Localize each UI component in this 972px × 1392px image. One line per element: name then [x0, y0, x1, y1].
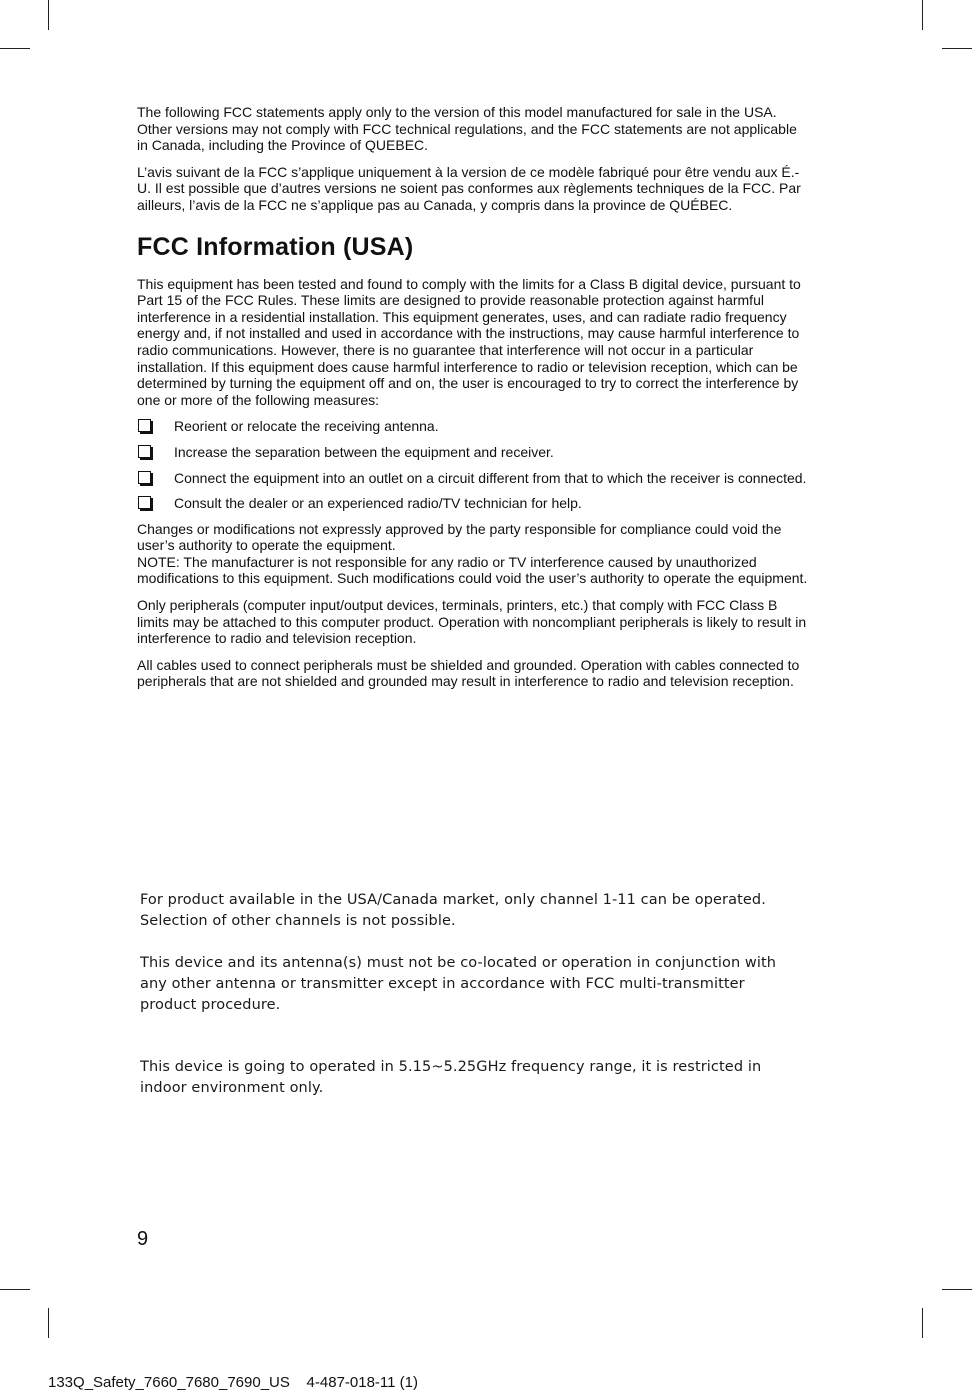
crop-mark-top-left-horizontal	[0, 48, 30, 49]
section-body: This equipment has been tested and found to comply with the limits for a Class B digital device, pursuant to Part 15 of the FCC Rules. These limits are designed to provide reasonable protection against harmful interference in a residential installation. This equipment generates, uses, and can radiate radio frequency energy and, if not installed and used in accordance with the instructions, may cause harmful interference to radio communications. However, there is no guarantee that interference will not occur in a particular installation. If this equipment does cause harmful interference to radio or television reception, which can be determined by turning the equipment off and on, the user is encouraged to try to correct the interference by one or more of the following measures:	[137, 275, 801, 408]
crop-mark-bottom-right-vertical	[922, 1308, 923, 1338]
list-item	[137, 418, 809, 435]
frequency-notice: This device is going to operated in 5.15~5.25GHz frequency range, it is restricted in indoor environment only.	[140, 1059, 762, 1096]
checkbox-bullet-icon	[138, 496, 151, 509]
intro-english: The following FCC statements apply only to the version of this model manufactured for sale in the USA. Other versions may not comply with FCC technical regulations, and the FCC statements are not applicable in Canada, including the Province of QUEBEC.	[137, 104, 797, 154]
checkbox-bullet-icon	[138, 419, 151, 432]
list-item	[137, 495, 809, 512]
cables-statement: All cables used to connect peripherals must be shielded and grounded. Operation with cables connected to peripherals that are not shielded and grounded may result in interference to radio and television reception.	[137, 656, 800, 690]
intro-french: L’avis suivant de la FCC s’applique uniquement à la version de ce modèle fabriqué pour être vendu aux É.-U. Il est possible que d’autres versions ne soient pas conformes aux règlements techniques de la FCC. Par ailleurs, l’avis de la FCC ne s’applique pas au Canada, y compris dans la province de QUÉBEC.	[137, 163, 801, 213]
checkbox-bullet-icon	[138, 445, 151, 458]
measure-text: Increase the separation between the equipment and receiver.	[174, 443, 554, 460]
crop-mark-bottom-left-horizontal	[0, 1289, 30, 1290]
footer-document-id: 133Q_Safety_7660_7680_7690_US 4-487-018-11 (1)	[48, 1374, 418, 1391]
crop-mark-bottom-left-vertical	[48, 1308, 49, 1338]
crop-mark-top-right-vertical	[922, 0, 923, 30]
measure-text: Connect the equipment into an outlet on a circuit different from that to which the receiver is connected.	[174, 469, 807, 486]
colocation-notice: This device and its antenna(s) must not be co-located or operation in conjunction with any other antenna or transmitter except in accordance with FCC multi-transmitter product procedure.	[140, 955, 777, 1013]
measure-text: Consult the dealer or an experienced radio/TV technician for help.	[174, 495, 582, 512]
section-title: FCC Information (USA)	[137, 232, 414, 261]
changes-statement: Changes or modifications not expressly approved by the party responsible for compliance could void the user’s authority to operate the equipment.	[137, 520, 782, 554]
peripherals-statement: Only peripherals (computer input/output devices, terminals, printers, etc.) that comply with FCC Class B limits may be attached to this computer product. Operation with noncompliant peripherals is likely to result in interference to radio and television reception.	[137, 597, 807, 647]
crop-mark-top-right-horizontal	[942, 48, 972, 49]
measures-list	[137, 418, 809, 511]
main-content	[137, 104, 809, 700]
page-number: 9	[137, 1228, 149, 1250]
wireless-notice	[140, 890, 780, 1099]
note-statement: NOTE: The manufacturer is not responsible for any radio or TV interference caused by unauthorized modifications to this equipment. Such modifications could void the user’s authority to operate the equipment.	[137, 553, 808, 587]
crop-mark-bottom-right-horizontal	[942, 1289, 972, 1290]
list-item	[137, 444, 809, 461]
checkbox-bullet-icon	[138, 471, 151, 484]
crop-mark-top-left-vertical	[48, 0, 49, 30]
list-item	[137, 470, 809, 487]
channels-notice: For product available in the USA/Canada market, only channel 1-11 can be operated. Selection of other channels is not possible.	[140, 892, 766, 929]
measure-text: Reorient or relocate the receiving antenna.	[174, 418, 439, 435]
